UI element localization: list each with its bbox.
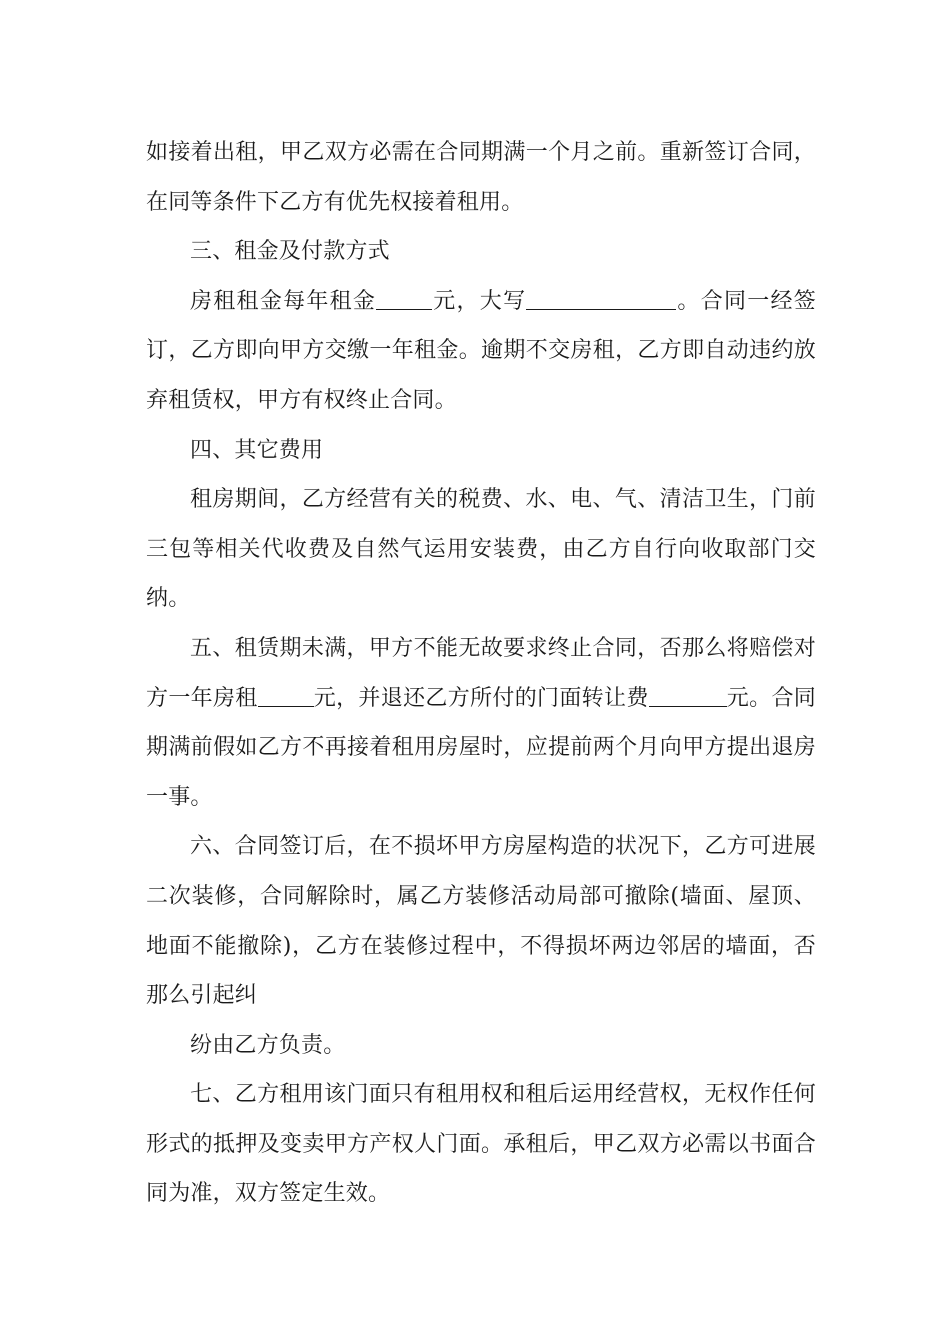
document-body: [146, 128, 816, 1219]
paragraph-usage-rights: 七、乙方租用该门面只有租用权和租后运用经营权，无权作任何形式的抵押及变卖甲方产权人门面。承租后，甲乙双方必需以书面合同为准，双方签定生效。: [146, 1082, 816, 1207]
paragraph-renewal: 如接着出租，甲乙双方必需在合同期满一个月之前。重新签订合同，在同等条件下乙方有优先权接着租用。: [146, 140, 816, 215]
rent-amount-blank: [376, 291, 432, 310]
rent-capital-blank: [526, 291, 676, 310]
paragraph-early-termination: [146, 624, 816, 822]
transfer-fee-blank: [649, 688, 727, 707]
rent-text-3: 。合同一经签订，乙方即向甲方交缴一年租金。逾期不交房租，乙方即自动违约放弃租赁权，甲方有权终止合同。: [146, 288, 816, 413]
termination-text-2: 元，并退还乙方所付的门面转让费: [313, 685, 649, 711]
section-heading-other-fees: 四、其它费用: [190, 437, 324, 463]
paragraph-other-fees: 租房期间，乙方经营有关的税费、水、电、气、清洁卫生，门前三包等相关代收费及自然气运用安装费，由乙方自行向收取部门交纳。: [146, 487, 816, 612]
section-heading-rent-payment: 三、租金及付款方式: [190, 239, 390, 265]
rent-text-1: 房租租金每年租金: [190, 288, 377, 314]
paragraph-rent-amount: [146, 277, 816, 426]
rent-text-2: 元，大写: [432, 288, 527, 314]
paragraph-renovation: 六、合同签订后，在不损坏甲方房屋构造的状况下，乙方可进展二次装修，合同解除时，属乙方装修活动局部可撤除(墙面、屋顶、地面不能撤除)，乙方在装修过程中，不得损坏两边邻居的墙面，否那么引起纠: [146, 834, 816, 1009]
compensation-blank: [258, 688, 314, 707]
termination-text-1: 五、租赁期未满，甲方不能无故要求终止合同，否那么将赔偿对方一年房租: [146, 635, 816, 711]
paragraph-renovation-continued: 纷由乙方负责。: [190, 1032, 346, 1058]
termination-text-3: 元。合同期满前假如乙方不再接着租用房屋时，应提前两个月向甲方提出退房一事。: [146, 685, 816, 810]
